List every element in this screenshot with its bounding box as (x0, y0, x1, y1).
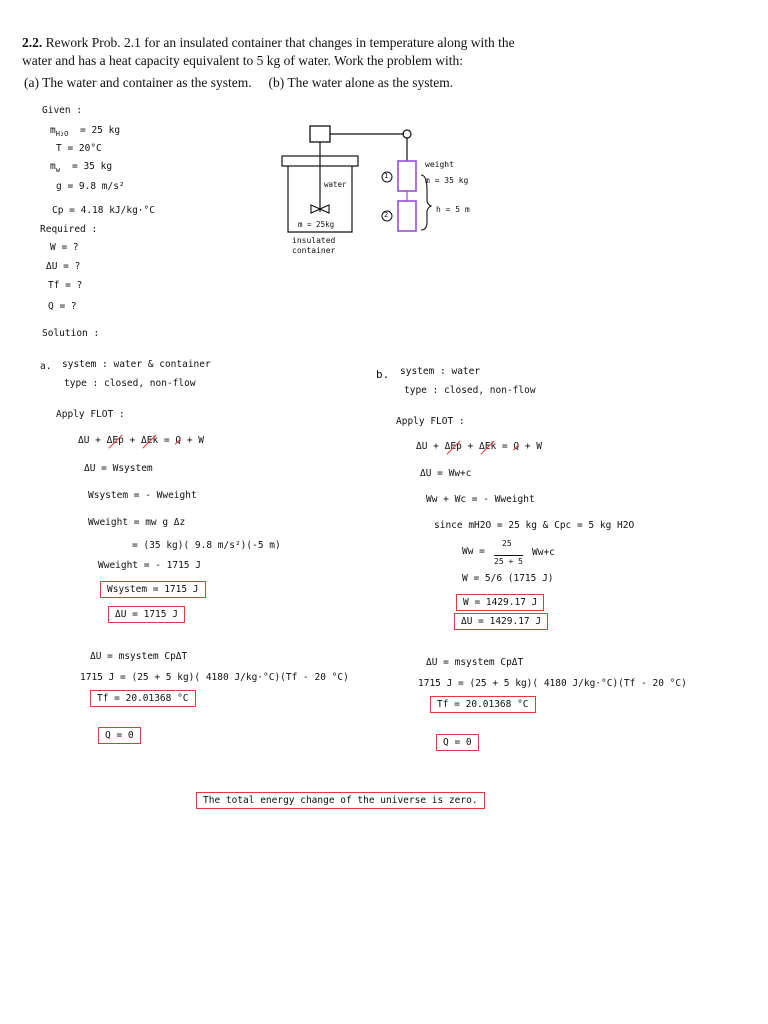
part-b-answer-q: Q = 0 (436, 734, 479, 751)
part-b-eq5-right: Ww+c (532, 547, 555, 558)
part-a-eq8: 1715 J = (25 + 5 kg)( 4180 J/kg·°C)(Tf - 20 °C) (80, 672, 349, 683)
part-b-eq1-eq: = (501, 441, 508, 452)
part-a-answer-q: Q = 0 (98, 727, 141, 744)
part-b-eq5-left: Ww = (462, 546, 485, 557)
part-b-eq5-den: 25 + 5 (494, 557, 523, 566)
given-heading: Given : (42, 105, 83, 116)
part-a-eq1-du: ΔU + (78, 435, 101, 446)
part-a-eq1-plus: + (129, 435, 136, 446)
part-a-type: type : closed, non-flow (64, 378, 196, 389)
problem-text: Rework Prob. 2.1 for an insulated container that changes in temperature along with the water and has a heat capacity equivalent to 5 kg of water. Work the problem with: (22, 35, 515, 68)
part-b-eq1-ep: ΔEp (444, 441, 462, 452)
solution-heading: Solution : (42, 328, 100, 339)
part-b-system: system : water (400, 366, 481, 377)
required-heading: Required : (40, 224, 98, 235)
pulley-block (310, 126, 330, 142)
part-a-eq1 (78, 435, 204, 446)
part-b-eq1-du: ΔU + (416, 441, 439, 452)
diagram-insulated-label: insulated (292, 236, 336, 245)
part-b-eq4: since mH2O = 25 kg & Cpc = 5 kg H2O (434, 520, 635, 531)
diagram-weight-mass-label: m = 35 kg (425, 176, 469, 185)
required-tf: Tf = ? (48, 280, 83, 291)
part-a-label: a. (40, 361, 52, 372)
part-a-eq1-w: + W (186, 435, 205, 446)
problem-part-b: (b) The water alone as the system. (268, 75, 454, 90)
part-a-eq1-eq: = (163, 435, 170, 446)
diagram-water-label: water (324, 180, 347, 189)
part-b-type: type : closed, non-flow (404, 385, 536, 396)
problem-part-a: (a) The water and container as the system. (24, 75, 252, 90)
part-b-answer-w: W = 1429.17 J (456, 594, 544, 611)
part-b-apply: Apply FLOT : (396, 416, 465, 427)
part-a-answer-du: ΔU = 1715 J (108, 606, 185, 623)
part-a-eq6: Wweight = - 1715 J (98, 560, 201, 571)
problem-number: 2.2. (22, 35, 43, 50)
part-a-eq4: Wweight = mw g Δz (88, 517, 186, 528)
part-b-label: b. (376, 368, 390, 381)
part-a-eq7: ΔU = msystem CpΔT (90, 651, 188, 662)
part-a-system: system : water & container (62, 359, 211, 370)
weight-position-2 (398, 201, 416, 231)
part-b-eq6: W = 5/6 (1715 J) (462, 573, 554, 584)
part-b-answer-tf: Tf = 20.01368 °C (430, 696, 536, 713)
required-w: W = ? (50, 242, 79, 253)
diagram-weight-label: weight (425, 160, 454, 169)
part-b-eq3: Ww + Wc = - Wweight (426, 494, 535, 505)
part-a-eq2: ΔU = Wsystem (84, 463, 153, 474)
part-a-eq1-ek: ΔEk (141, 435, 159, 446)
diagram-mass-label: m = 25kg (298, 220, 335, 229)
part-a-answer-w: Wsystem = 1715 J (100, 581, 206, 598)
given-mw-symbol: $m_w$ (50, 161, 60, 174)
part-b-eq8: 1715 J = (25 + 5 kg)( 4180 J/kg·°C)(Tf - 20 °C) (418, 678, 687, 689)
given-mh2o-symbol: $m_{H_2O}$ (50, 125, 69, 138)
diagram-height-label: h = 5 m (436, 205, 470, 214)
part-a-answer-tf: Tf = 20.01368 °C (90, 690, 196, 707)
part-b-eq2: ΔU = Ww+c (420, 468, 472, 479)
part-b-eq1-q: Q (513, 441, 520, 452)
part-b-eq1-plus: + (467, 441, 474, 452)
marker-2: 2 (384, 211, 389, 219)
given-temp: T = 20°C (56, 143, 102, 154)
given-mh2o: = 25 kg (80, 125, 121, 136)
part-b-eq5-num: 25 (502, 539, 512, 548)
pulley-wheel (403, 130, 411, 138)
diagram-container-label: container (292, 246, 336, 255)
given-g: g = 9.8 m/s² (56, 181, 125, 192)
required-q: Q = ? (48, 301, 77, 312)
given-cp: Cp = 4.18 kJ/kg·°C (52, 205, 155, 216)
part-a-apply: Apply FLOT : (56, 409, 125, 420)
part-a-eq1-ep: ΔEp (106, 435, 124, 446)
part-b-answer-du: ΔU = 1429.17 J (454, 613, 548, 630)
part-a-eq5: = (35 kg)( 9.8 m/s²)(-5 m) (132, 540, 281, 551)
part-b-eq1-w: + W (524, 441, 543, 452)
conclusion: The total energy change of the universe is zero. (196, 792, 485, 809)
marker-1: 1 (384, 172, 389, 180)
part-a-eq3: Wsystem = - Wweight (88, 490, 197, 501)
part-b-eq1-ek: ΔEk (479, 441, 497, 452)
given-mw: = 35 kg (72, 161, 113, 172)
weight-position-1 (398, 161, 416, 191)
required-du: ΔU = ? (46, 261, 81, 272)
part-b-eq7: ΔU = msystem CpΔT (426, 657, 524, 668)
part-a-eq1-q: Q (175, 435, 182, 446)
part-b-eq1 (416, 441, 542, 452)
